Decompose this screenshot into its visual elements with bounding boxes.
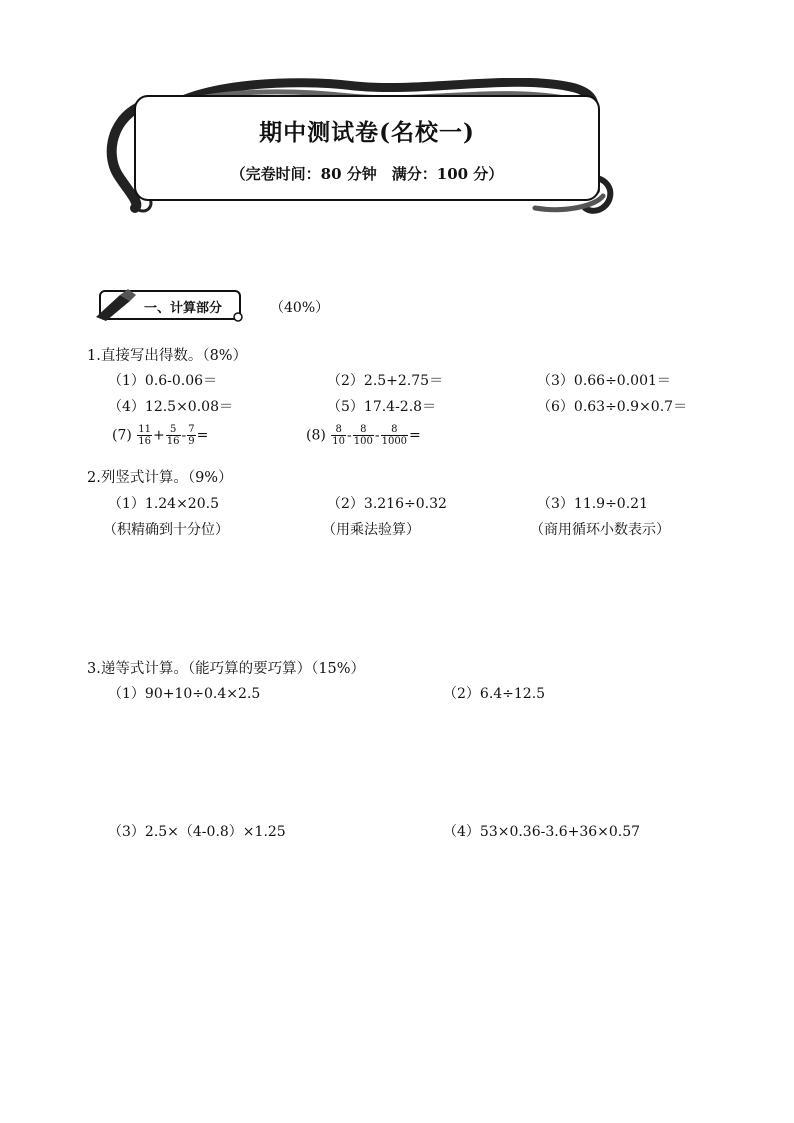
q2-note-2: （用乘法验算） bbox=[322, 522, 420, 538]
question-1-heading: 1.直接写出得数。（8%） bbox=[87, 348, 248, 364]
page-title: 期中测试卷(名校一) bbox=[259, 119, 475, 146]
q1-item-6: （6）0.63÷0.9×0.7＝ bbox=[537, 399, 688, 415]
fraction: $\frac{5}{16}$ bbox=[166, 424, 180, 447]
q1-item-5: （5）17.4-2.8＝ bbox=[327, 399, 437, 415]
exam-info: （完卷时间：80 分钟 满分：100 分） bbox=[230, 165, 504, 183]
q1-item-2: （2）2.5+2.75＝ bbox=[327, 373, 444, 389]
fraction: $\frac{7}{9}$ bbox=[188, 424, 195, 447]
question-3-heading: 3.递等式计算。（能巧算的要巧算）（15%） bbox=[87, 661, 366, 677]
q3-item-1: （1）90+10÷0.4×2.5 bbox=[108, 686, 261, 702]
q2-note-3: （商用循环小数表示） bbox=[530, 522, 670, 538]
q1-item-1: （1）0.6-0.06＝ bbox=[108, 373, 218, 389]
q3-item-3: （3）2.5×（4-0.8）×1.25 bbox=[108, 824, 286, 840]
q3-item-4: （4）53×0.36-3.6+36×0.57 bbox=[443, 824, 641, 840]
fraction: $\frac{8}{100}$ bbox=[353, 424, 373, 447]
q2-item-1: （1）1.24×20.5 bbox=[108, 496, 219, 512]
q2-item-3: （3）11.9÷0.21 bbox=[537, 496, 648, 512]
q1-item-8: (8) $\frac{8}{10}$ - $\frac{8}{100}$ - $\frac{8}{1000}$ = bbox=[306, 424, 421, 447]
fraction: $\frac{11}{16}$ bbox=[138, 424, 152, 447]
fraction: $\frac{8}{1000}$ bbox=[381, 424, 408, 447]
title-frame bbox=[134, 95, 600, 201]
q3-item-2: （2）6.4÷12.5 bbox=[443, 686, 546, 702]
q2-item-2: （2）3.216÷0.32 bbox=[327, 496, 447, 512]
q1-item-7: (7) $\frac{11}{16}$ + $\frac{5}{16}$ - $\frac{7}{9}$ = bbox=[112, 424, 209, 447]
q1-item-4: （4）12.5×0.08＝ bbox=[108, 399, 233, 415]
section-title: 一、计算部分 bbox=[144, 301, 223, 316]
q1-item-3: （3）0.66÷0.001＝ bbox=[537, 373, 671, 389]
fraction: $\frac{8}{10}$ bbox=[332, 424, 346, 447]
q2-note-1: （积精确到十分位） bbox=[103, 522, 229, 538]
question-2-heading: 2.列竖式计算。（9%） bbox=[87, 470, 233, 486]
section-percent: （40%） bbox=[270, 300, 330, 316]
